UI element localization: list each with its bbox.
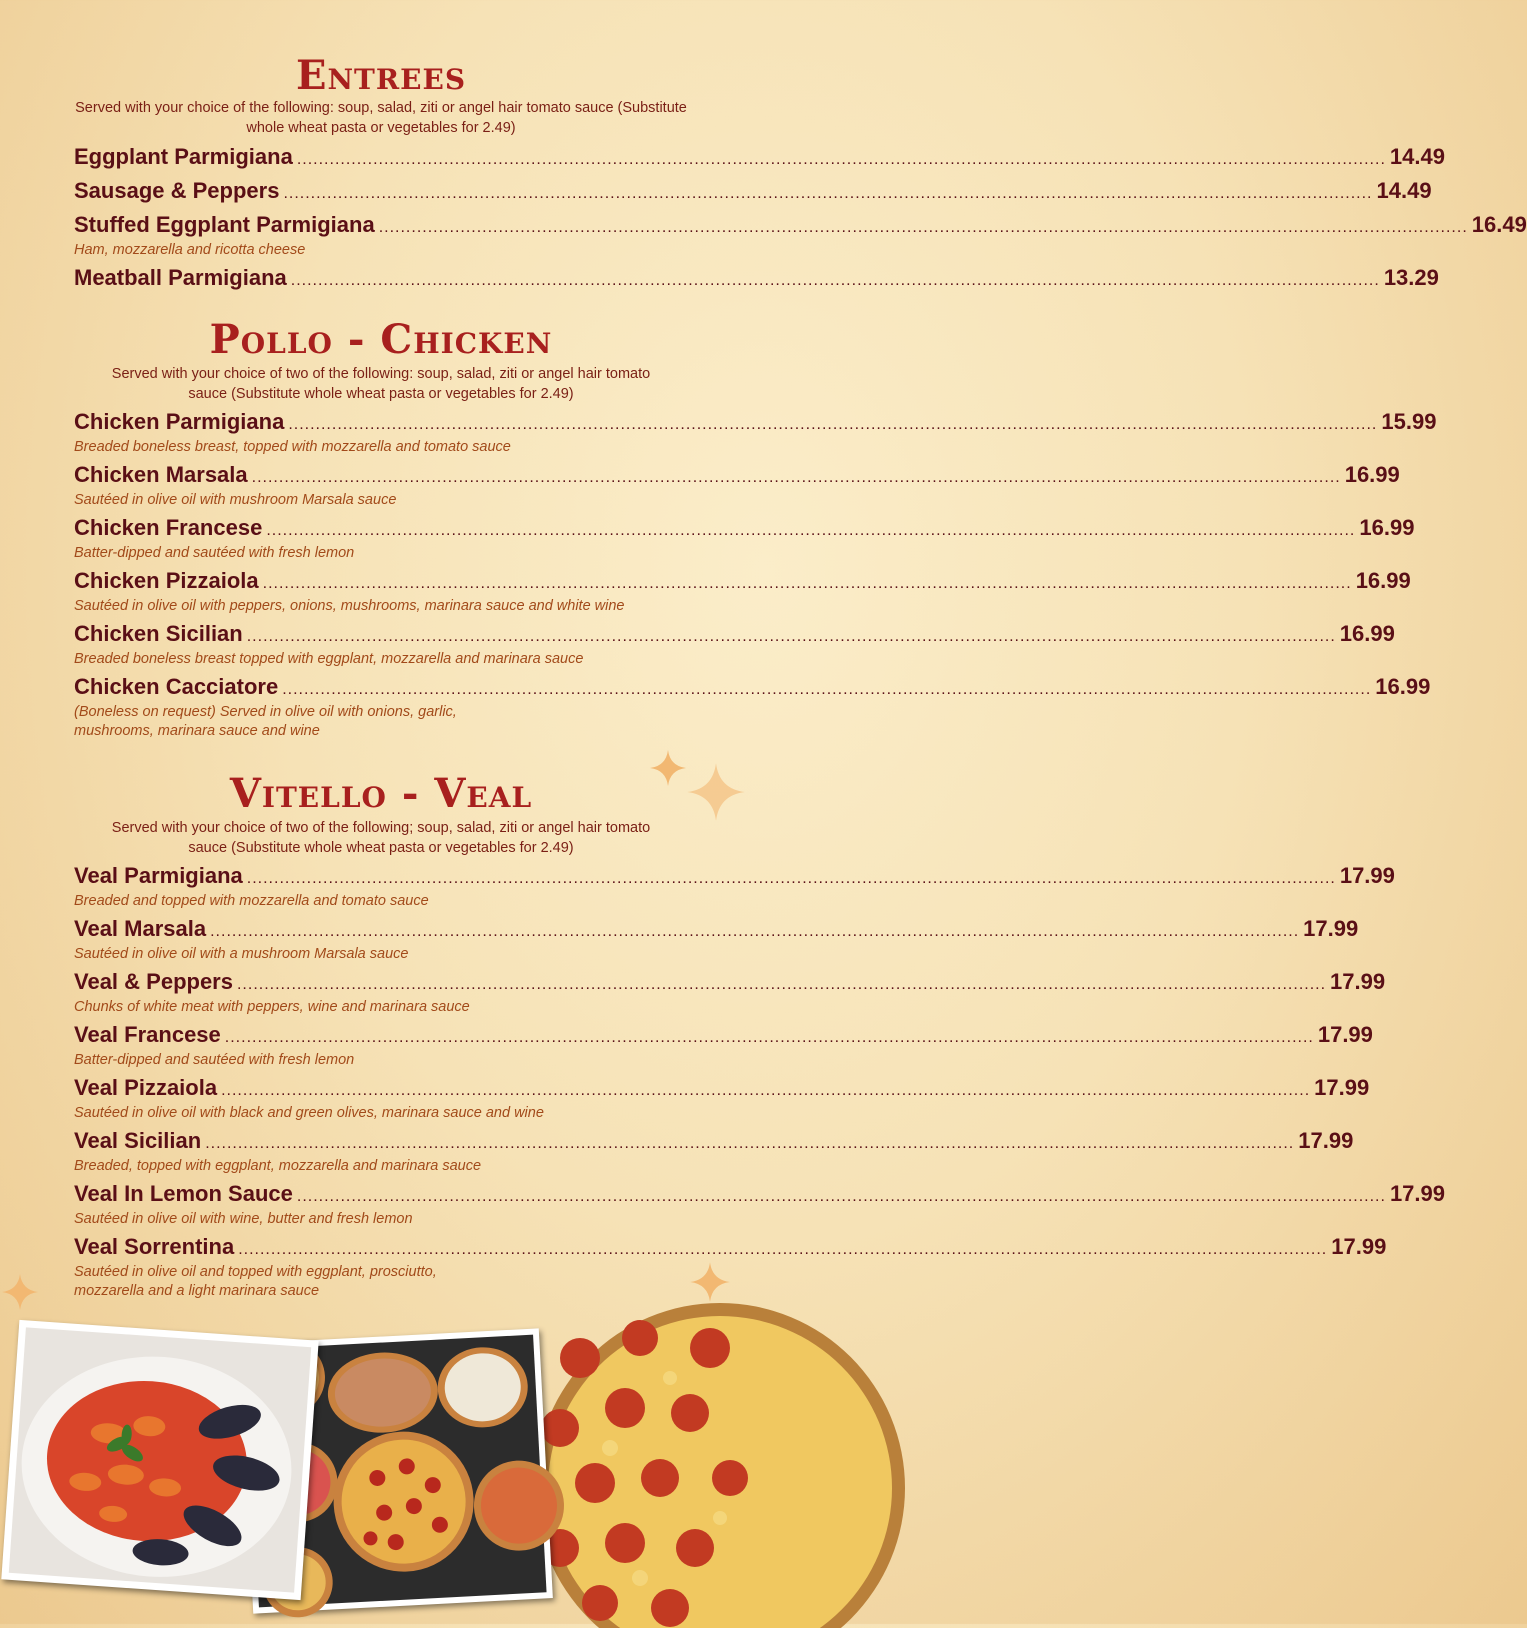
menu-item-row (74, 674, 1431, 703)
menu-item (74, 916, 1359, 964)
menu-item-row (74, 969, 1386, 998)
menu-item-description: Sautéed in olive oil with peppers, onions, mushrooms, marinara sauce and white wine (74, 598, 625, 614)
menu-item (74, 621, 1395, 669)
dot-leader: ........................................................................................................................................................................................................ (296, 151, 1386, 168)
vitello-items (74, 863, 1445, 1301)
menu-item-name: Chicken Parmigiana (74, 409, 285, 434)
sparkle-icon (0, 1272, 40, 1312)
menu-item-description: Ham, mozzarella and ricotta cheese (74, 242, 306, 258)
dot-leader: ........................................................................................................................................................................................................ (266, 522, 1356, 539)
menu-item-price: 14.49 (1376, 178, 1432, 203)
entrees-items (74, 144, 1527, 294)
menu-item (74, 1075, 1370, 1123)
entrees-title: Entrees (295, 52, 467, 99)
menu-item-description: Sautéed in olive oil with black and green olives, marinara sauce and wine (74, 1105, 544, 1121)
menu-item (74, 515, 1415, 563)
menu-item-row (74, 212, 1527, 241)
menu-item-row (74, 178, 1432, 207)
menu-item-row (74, 916, 1359, 945)
dot-leader: ........................................................................................................................................................................................................ (238, 1241, 1328, 1258)
sparkle-icon (688, 1260, 732, 1304)
menu-item (74, 462, 1400, 510)
dot-leader: ........................................................................................................................................................................................................ (288, 416, 1378, 433)
menu-item (74, 674, 1431, 741)
menu-item-name: Eggplant Parmigiana (74, 144, 293, 169)
menu-item-price: 16.99 (1344, 462, 1400, 487)
pollo-title: Pollo - Chicken (209, 316, 553, 363)
seafood-pasta-photo (1, 1320, 318, 1600)
menu-item-name: Veal Francese (74, 1022, 221, 1047)
vitello-subtitle: Served with your choice of two of the following; soup, salad, ziti or angel hair tomato sauce (Substitute whole wheat pasta or vegetables for 2.49) (111, 820, 651, 856)
menu-item-name: Meatball Parmigiana (74, 265, 287, 290)
menu-item-row (74, 1181, 1445, 1210)
vitello-title: Vitello - Veal (229, 770, 533, 817)
menu-item-row (74, 1128, 1354, 1157)
pollo-subtitle: Served with your choice of two of the following: soup, salad, ziti or angel hair tomato sauce (Substitute whole wheat pasta or vegetables for 2.49) (111, 366, 651, 402)
menu-item (74, 178, 1432, 207)
menu-item-name: Veal Sicilian (74, 1128, 202, 1153)
menu-item-name: Chicken Pizzaiola (74, 568, 259, 593)
menu-item-price: 17.99 (1314, 1075, 1370, 1100)
menu-item-name: Chicken Francese (74, 515, 263, 540)
menu-item-price: 16.99 (1355, 568, 1411, 593)
menu-item (74, 265, 1439, 294)
menu-item-price: 17.99 (1339, 863, 1395, 888)
dot-leader: ........................................................................................................................................................................................................ (224, 1029, 1314, 1046)
entrees-section (74, 52, 1527, 294)
menu-item-price: 16.99 (1339, 621, 1395, 646)
menu-item-description: Sautéed in olive oil with wine, butter and fresh lemon (74, 1211, 413, 1227)
dot-leader: ........................................................................................................................................................................................................ (296, 1188, 1386, 1205)
menu-item-price: 17.99 (1298, 1128, 1354, 1153)
menu-item-name: Chicken Cacciatore (74, 674, 279, 699)
menu-item-row (74, 1075, 1370, 1104)
dot-leader: ........................................................................................................................................................................................................ (282, 681, 1372, 698)
menu-item-description: (Boneless on request) Served in olive oil with onions, garlic, mushrooms, marinara sauce and wine (74, 704, 457, 739)
menu-item-name: Veal Pizzaiola (74, 1075, 218, 1100)
menu-item-name: Sausage & Peppers (74, 178, 280, 203)
menu-item-name: Veal & Peppers (74, 969, 233, 994)
menu-item-price: 17.99 (1303, 916, 1359, 941)
dot-leader: ........................................................................................................................................................................................................ (290, 272, 1380, 289)
dot-leader: ........................................................................................................................................................................................................ (378, 219, 1468, 236)
dot-leader: ........................................................................................................................................................................................................ (251, 469, 1341, 486)
menu-item-price: 15.99 (1381, 409, 1437, 434)
menu-item-description: Breaded, topped with eggplant, mozzarella and marinara sauce (74, 1158, 482, 1174)
menu-item (74, 1128, 1354, 1176)
menu-item-row (74, 568, 1411, 597)
menu-item-description: Breaded and topped with mozzarella and tomato sauce (74, 893, 429, 909)
dot-leader: ........................................................................................................................................................................................................ (236, 976, 1327, 993)
menu-item-name: Stuffed Eggplant Parmigiana (74, 212, 375, 237)
menu-item-price: 17.99 (1317, 1022, 1373, 1047)
pollo-section (74, 316, 1437, 741)
menu-item-description: Sautéed in olive oil with a mushroom Marsala sauce (74, 946, 409, 962)
menu-item-description: Chunks of white meat with peppers, wine and marinara sauce (74, 999, 470, 1015)
menu-item-description: Breaded boneless breast topped with eggplant, mozzarella and marinara sauce (74, 651, 584, 667)
menu-item (74, 568, 1411, 616)
menu-item-row (74, 1234, 1387, 1263)
menu-item-row (74, 515, 1415, 544)
dot-leader: ........................................................................................................................................................................................................ (246, 628, 1336, 645)
pepperoni-pizza-photo (520, 1318, 760, 1624)
menu-item-row (74, 1022, 1373, 1051)
menu-item-description: Sautéed in olive oil and topped with eggplant, prosciutto, mozzarella and a light marinara sauce (74, 1264, 437, 1299)
menu-item (74, 144, 1445, 173)
menu-item-name: Chicken Marsala (74, 462, 248, 487)
menu-item-price: 17.99 (1331, 1234, 1387, 1259)
menu-item-row (74, 621, 1395, 650)
menu-item-name: Veal In Lemon Sauce (74, 1181, 293, 1206)
menu-item-row (74, 462, 1400, 491)
dot-leader: ........................................................................................................................................................................................................ (221, 1082, 1311, 1099)
menu-item-description: Sautéed in olive oil with mushroom Marsala sauce (74, 492, 397, 508)
menu-item-name: Veal Parmigiana (74, 863, 243, 888)
menu-item-row (74, 409, 1437, 438)
sparkle-icon (648, 748, 688, 788)
menu-item (74, 1022, 1373, 1070)
menu-item (74, 409, 1437, 457)
menu-item-row (74, 265, 1439, 294)
menu-item-price: 17.99 (1389, 1181, 1445, 1206)
menu-item (74, 969, 1386, 1017)
menu-item (74, 1181, 1445, 1229)
dot-leader: ........................................................................................................................................................................................................ (283, 185, 1373, 202)
menu-item-description: Batter-dipped and sautéed with fresh lemon (74, 1052, 355, 1068)
pollo-items (74, 409, 1437, 741)
entrees-subtitle: Served with your choice of the following: soup, salad, ziti or angel hair tomato sauce (Substitute whole wheat pasta or vegetables for 2.49) (75, 100, 687, 136)
menu-item-price: 16.49 (1471, 212, 1527, 237)
menu-item-row (74, 863, 1395, 892)
menu-item-name: Chicken Sicilian (74, 621, 243, 646)
menu-item-price: 16.99 (1375, 674, 1431, 699)
menu-item-name: Veal Marsala (74, 916, 207, 941)
sparkle-icon (684, 760, 748, 824)
dot-leader: ........................................................................................................................................................................................................ (246, 870, 1336, 887)
vitello-section (74, 770, 1445, 1301)
menu-item-row (74, 144, 1445, 173)
menu-item-price: 14.49 (1389, 144, 1445, 169)
menu-item-price: 17.99 (1330, 969, 1386, 994)
menu-item-description: Breaded boneless breast, topped with mozzarella and tomato sauce (74, 439, 511, 455)
menu-item-description: Batter-dipped and sautéed with fresh lemon (74, 545, 355, 561)
menu-item-price: 16.99 (1359, 515, 1415, 540)
menu-item-price: 13.29 (1383, 265, 1439, 290)
menu-item-name: Veal Sorrentina (74, 1234, 235, 1259)
dot-leader: ........................................................................................................................................................................................................ (262, 575, 1352, 592)
menu-item (74, 1234, 1387, 1301)
menu-item (74, 212, 1527, 260)
menu-item (74, 863, 1395, 911)
dot-leader: ........................................................................................................................................................................................................ (210, 923, 1300, 940)
dot-leader: ........................................................................................................................................................................................................ (205, 1135, 1295, 1152)
